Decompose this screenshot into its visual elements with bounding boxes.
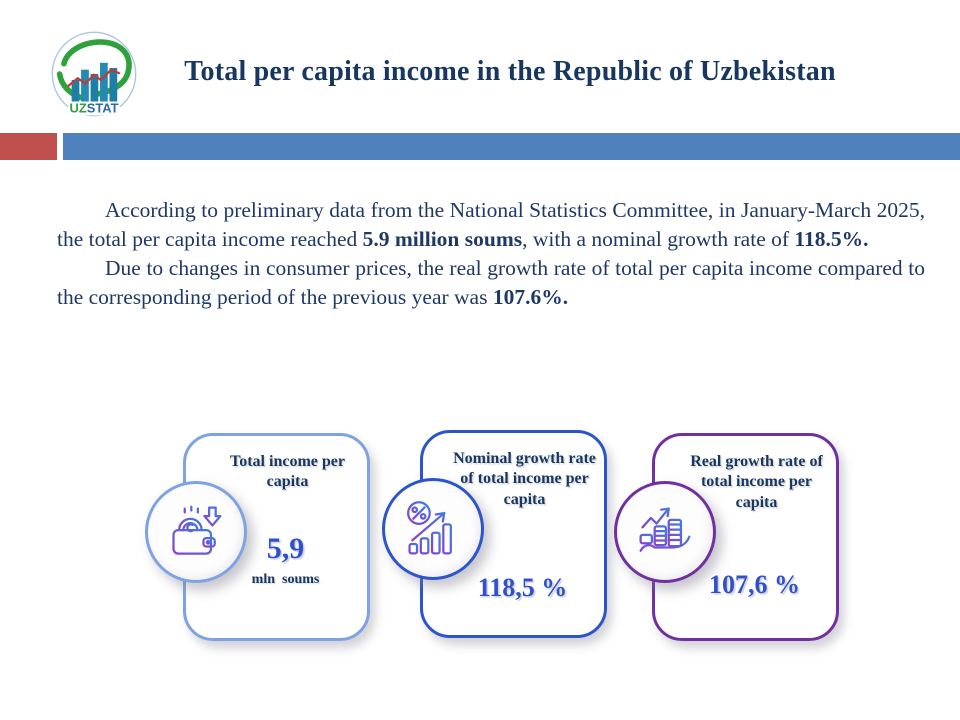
- card-total-income: [183, 433, 370, 641]
- intro-p1-bold-value: 5.9 million soums: [362, 227, 523, 251]
- intro-paragraph-1: [57, 196, 925, 254]
- logo-text-uz: UZ: [69, 100, 87, 116]
- divider-blue-bar: [63, 133, 960, 160]
- hand-coins-growth-icon: [635, 502, 695, 562]
- intro-text: [57, 196, 925, 312]
- page-title: Total per capita income in the Republic of Uzbekistan: [184, 56, 836, 87]
- card-nominal-growth-value: 118,5 %: [477, 573, 568, 602]
- svg-text:UZSTAT: [70, 101, 119, 116]
- percent-growth-chart-icon: [403, 499, 463, 559]
- intro-p1-text: According to preliminary data from the National Statistics Committee, in January-March 2025, the total per capita income reached: [57, 198, 925, 251]
- logo-text-stat: STAT: [86, 100, 119, 116]
- intro-p2-text: Due to changes in consumer prices, the real growth rate of total per capita income compared to the corresponding period of the previous year was: [57, 256, 925, 309]
- card-total-income-title: Total income per capita: [230, 453, 345, 491]
- intro-p1-text-2: , with a nominal growth rate of: [522, 227, 795, 251]
- card-nominal-growth-badge: [382, 478, 484, 580]
- intro-p1-bold-rate: 118.5%.: [794, 227, 869, 251]
- divider-red-block: [0, 133, 57, 160]
- card-nominal-growth: [420, 430, 607, 638]
- intro-p2-bold-rate: 107.6%.: [492, 285, 569, 309]
- card-total-income-value: 5,9: [266, 532, 305, 565]
- card-real-growth-value: 107,6 %: [709, 570, 800, 599]
- card-real-growth-badge: [614, 481, 716, 583]
- card-real-growth-title: Real growth rate of total income per capita: [690, 453, 823, 511]
- card-nominal-growth-title: Nominal growth rate of total income per capita: [453, 450, 596, 508]
- intro-paragraph-2: [57, 254, 925, 312]
- card-total-income-unit: mln soums: [251, 572, 320, 587]
- card-real-growth: [652, 433, 839, 641]
